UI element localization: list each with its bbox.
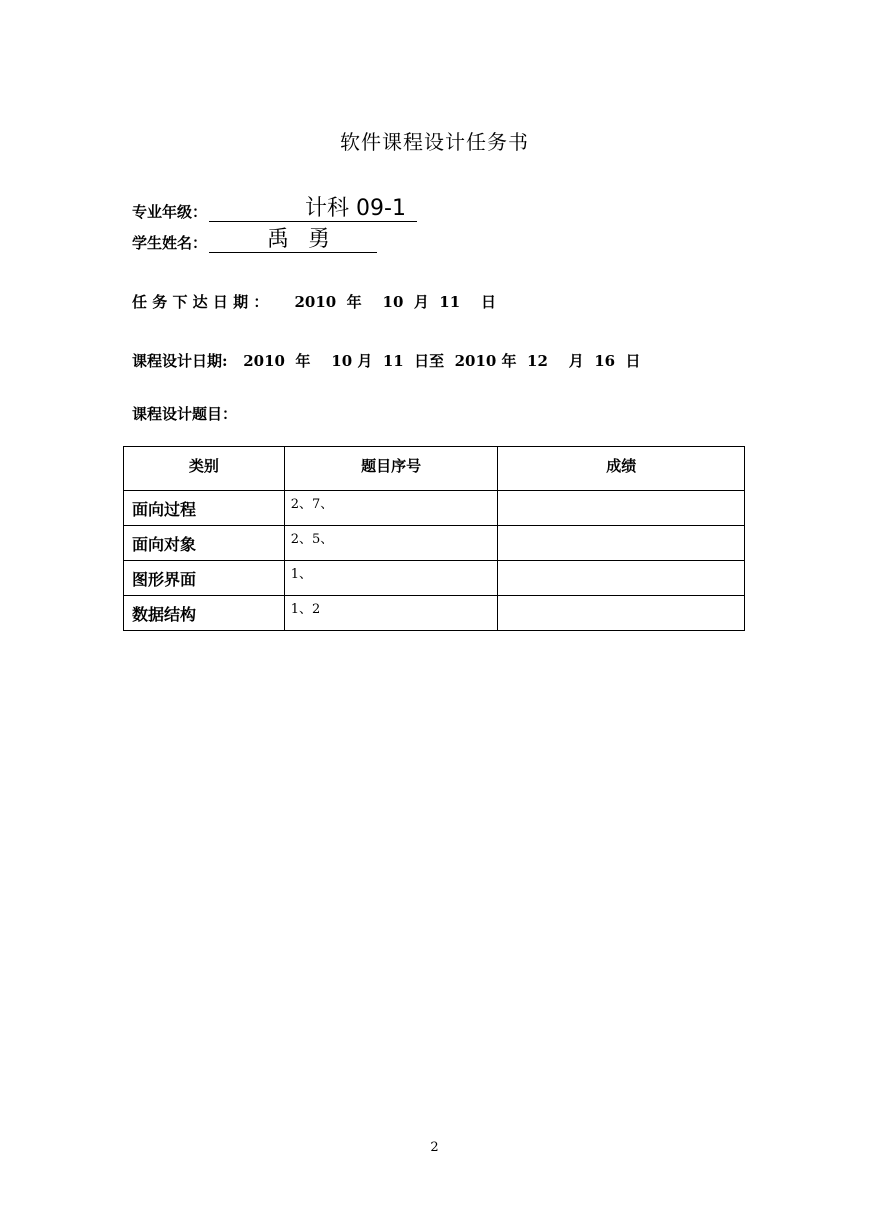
header-grade: 成绩 [498,447,745,491]
table-row [124,596,745,631]
header-numbers: 题目序号 [284,447,498,491]
grade-cell [498,526,745,561]
student-name-label: 学生姓名： [132,234,208,252]
numbers-cell: 1、 [284,561,498,596]
numbers-cell: 2、7、 [284,491,498,526]
category-cell: 数据结构 [124,596,285,631]
table-row [124,526,745,561]
student-name-value: 禹 勇 [209,228,377,253]
numbers-cell: 2、5、 [284,526,498,561]
numbers-cell: 1、2 [284,596,498,631]
major-label: 专业年级： [132,203,208,221]
topic-table [123,446,745,631]
category-cell: 面向过程 [124,491,285,526]
grade-cell [498,561,745,596]
category-cell: 面向对象 [124,526,285,561]
design-date-line: 课程设计日期: 2010 年 10 月 11 日至 2010 年 12 月 16 日 [132,352,641,370]
page-number: 2 [430,1140,439,1155]
grade-cell [498,491,745,526]
table-header-row [124,447,745,491]
document-title: 软件课程设计任务书 [340,130,529,154]
student-name-field [132,228,377,253]
table-row [124,491,745,526]
topic-label: 课程设计题目： [132,405,238,423]
table-row [124,561,745,596]
grade-cell [498,596,745,631]
issue-date-line: 任 务 下 达 日 期 ： 2010 年 10 月 11 日 [132,293,497,311]
category-cell: 图形界面 [124,561,285,596]
major-value: 计科 09-1 [209,197,417,222]
header-category: 类别 [124,447,285,491]
major-field [132,197,417,222]
